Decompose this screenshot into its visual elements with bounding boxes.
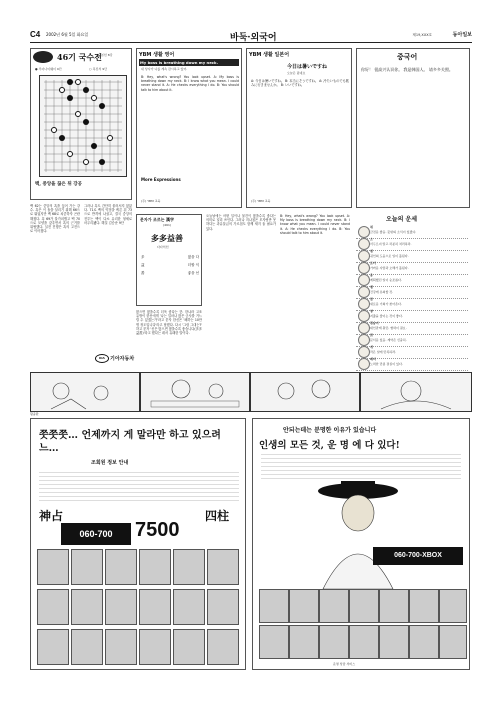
comic-panel: [250, 372, 360, 412]
ad-left-headline: 쯧쯧쯧… 언제까지 게 말라만 하고 있으려느…: [39, 430, 221, 454]
ad-left-brand-right: 四柱: [205, 509, 230, 523]
advisor-photo: [71, 589, 103, 625]
advisor-photo: [379, 625, 409, 659]
ad-left-photo-grid: [37, 549, 241, 665]
white-stone: [107, 135, 113, 141]
japanese-body: A: 今日は暑いですね。 B: 本当にそうですね。 A: 冷たいものでも飲みに行きませんか。 B: いいですね。: [251, 79, 349, 88]
comic-strip: [30, 372, 470, 410]
fortune-title: 오늘의 운세: [386, 216, 418, 223]
black-stone: [99, 103, 105, 109]
hanja-char-list: [141, 255, 199, 276]
advisor-photo: [139, 589, 171, 625]
ad-right-top: 안되는데는 분명한 이유가 있습니다: [283, 427, 377, 434]
baduk-panel: [30, 48, 132, 200]
white-player: ○ 목진석 9단: [89, 67, 108, 71]
chinese-title: 중국어: [397, 52, 418, 61]
hanja-char-row: [141, 263, 199, 268]
fortune-sign: 개: [370, 345, 373, 349]
advisor-photo: [207, 589, 239, 625]
white-stone: [75, 79, 81, 85]
ad-left-text-block: [39, 469, 239, 501]
hanja-title: 문자가 조르는 漢字: [140, 217, 174, 222]
japanese-brand: YBM 생활 일본어: [249, 52, 290, 58]
fortune-text: 새로운 기회가 찾아온다.: [370, 302, 402, 306]
hanja-reading: 다다익선: [157, 245, 169, 249]
japanese-panel: [246, 48, 352, 208]
ad-right-footer: 운명 상담 서비스: [333, 662, 356, 666]
advisor-photo: [289, 625, 319, 659]
fortune-sign: 양: [370, 309, 373, 313]
advisor-photo: [259, 625, 289, 659]
advisor-photo: [173, 589, 205, 625]
black-stone: [83, 119, 89, 125]
advisor-photo: [173, 549, 205, 585]
white-stone: [51, 127, 57, 133]
go-board: [39, 75, 127, 177]
fortune-text: 노력한 만큼 결실이 있다.: [370, 362, 403, 366]
hanja-word: 多多益善: [151, 233, 183, 243]
japanese-body-cont: B: Hey, what's wrong? You look upset. A: My boss is breathing down my neck. B: I know what you mean. I could never stand it. A: He checks everything I do. B: You should talk to him about it.: [280, 214, 350, 235]
white-stone: [67, 151, 73, 157]
english-footer: (주) YBM 교육: [141, 199, 161, 203]
comic-drawing: [251, 373, 359, 411]
fortune-panel: [356, 214, 470, 370]
ad-right-phone: 060-700-XBOX: [373, 547, 463, 565]
baduk-logo-icon: [33, 51, 53, 63]
hanja-body-2: 오늘날에는 어떤 일이나 물건이 많을수록 좋다는 의미로 널리 쓰인다. 그러나 지나침은 모자람만 못하다는 과유불급의 가르침도 함께 새겨 둘 필요가 있다.: [206, 214, 276, 231]
english-subtitle: 내 상사가 나를 계속 감시하고 있어.: [141, 67, 188, 71]
fortune-sign: 돼지: [370, 357, 376, 361]
hanja-char-row: [141, 255, 199, 260]
advisor-photo: [259, 589, 289, 623]
ad-right-text-block: [261, 453, 461, 479]
advisor-photo: [105, 549, 137, 585]
comic-panel: [360, 372, 472, 412]
hanja-meaning: 더할 익: [187, 263, 199, 267]
hanja-char: 多: [141, 255, 145, 259]
ad-left-phone-prefix: 060-700: [61, 523, 131, 545]
chinese-panel: [356, 48, 470, 208]
black-stone: [83, 87, 89, 93]
issue-date: 2002년 6월 5일 화요일: [46, 32, 89, 37]
english-brand: YBM 생활 영어: [139, 52, 175, 58]
newspaper-name: 동아일보: [452, 32, 472, 38]
advisor-photo: [439, 589, 467, 623]
kia-logo-icon: KIA: [95, 354, 109, 363]
black-stone: [99, 159, 105, 165]
fortune-text: 가까운 사람과 오해가 풀린다.: [370, 266, 409, 270]
english-body: B: Hey, what's wrong? You look upset. A: My boss is breathing down my neck. B: I know what you mean. I could never stand it. A: He checks everything I do. B: You should talk to him about it.: [141, 75, 239, 92]
comic-drawing: [31, 373, 139, 411]
advisor-photo: [439, 625, 467, 659]
english-panel: [136, 48, 242, 208]
advisor-photo: [37, 549, 69, 585]
advisor-photo: [289, 589, 319, 623]
advisor-photo: [105, 629, 137, 665]
fortune-sign: 닭: [370, 333, 373, 337]
black-stone: [91, 143, 97, 149]
page-number: C4: [30, 30, 41, 39]
fortune-sign: 토끼: [370, 261, 376, 265]
advisor-photo: [37, 629, 69, 665]
advisor-photo: [349, 625, 379, 659]
fortune-sign: 뱀: [370, 285, 373, 289]
fortune-sign: 쥐: [370, 225, 373, 229]
hanja-meaning: 많을 다: [187, 255, 199, 259]
section-title: 바둑·외국어: [230, 33, 277, 43]
advisor-photo: [71, 629, 103, 665]
fortune-text: 서두르지 말고 차분히 처리하라.: [370, 242, 412, 246]
black-stone: [67, 95, 73, 101]
advisor-photo: [207, 629, 239, 665]
hanja-number: (461): [163, 223, 172, 227]
baduk-caption: 백, 중앙을 끊은 뒤 강공: [35, 182, 82, 187]
comic-drawing: [361, 373, 471, 411]
advisor-photo: [409, 589, 439, 623]
advisor-photo: [105, 589, 137, 625]
hanja-body: 많으면 많을수록 더욱 좋다는 뜻. 한나라 고조 유방이 한신에게 '나는 얼마나 많은 군사를 거느릴 수 있겠는가'라고 묻자 한신은 '폐하는 10만 명 정도입니다'라고 답했다. 다시 '그럼 그대는?' 하고 묻자 '신은 많으면 많을수록 좋습니다(多多益善)'라고 했다는 데서 유래한 말이다.: [136, 310, 202, 336]
advisor-photo: [349, 589, 379, 623]
english-note: More Expressions: [141, 177, 181, 182]
fortune-text: 문서운 있음. 계약은 신중히.: [370, 338, 407, 342]
japanese-footer: (주) YBM 교육: [251, 199, 271, 203]
hanja-char-row: [141, 271, 199, 276]
baduk-round: 본선 8강: [101, 53, 113, 57]
comic-drawing: [141, 373, 249, 411]
white-stone: [75, 111, 81, 117]
fortune-text: 대인관계 원만, 협력이 필요.: [370, 326, 407, 330]
japanese-headline: 今日は暑いですね: [287, 64, 328, 70]
black-stone: [59, 135, 65, 141]
chinese-body: 你好！ 很高兴认识你。 我是韩国人。 请多多关照。: [361, 67, 453, 72]
pig-icon: [358, 358, 370, 370]
fortune-list: [356, 224, 470, 368]
white-stone: [59, 87, 65, 93]
fortune-text: 계획했던 일이 순조롭다.: [370, 278, 402, 282]
issue-number: 제19,XXX호: [412, 33, 432, 37]
white-stone: [83, 159, 89, 165]
fortune-text: 귀인의 도움으로 일이 풀린다.: [370, 254, 409, 258]
fortune-teller-figure: [303, 479, 413, 589]
hanja-char: 益: [141, 263, 145, 267]
advisor-photo: [319, 625, 349, 659]
kia-name: 기아자동차: [110, 356, 135, 362]
comic-panel: [140, 372, 250, 412]
white-stone: [91, 95, 97, 101]
advisor-photo: [139, 629, 171, 665]
black-stone: [67, 79, 73, 85]
baduk-text-2: 그러나 흑도 간단히 물러서지 않았다. 71로 백의 약점을 찌른 뒤 73으로 반격에 나섰고, 결국 중앙의 전투는 백이 다소 유리한 형세로 마무리됐다. 해설 김승준 9단: [84, 204, 132, 225]
japanese-subtitle: 오늘은 덥네요: [287, 71, 306, 75]
fortune-text: 건강에 유의할 것.: [370, 290, 394, 294]
comic-author: 황중환: [30, 412, 39, 416]
english-headline: My boss is breathing down my neck.: [139, 59, 239, 66]
advisor-photo: [409, 625, 439, 659]
ad-right: [252, 418, 470, 670]
fortune-text: 지출을 줄이는 것이 좋다.: [370, 314, 403, 318]
fortune-sign: 범: [370, 249, 373, 253]
advisor-photo: [37, 589, 69, 625]
comic-panel: [30, 372, 140, 412]
fortune-sign: 용: [370, 273, 373, 277]
ad-right-photo-grid: [259, 589, 465, 659]
ad-left-sub: 조회원 정보 안내: [91, 460, 129, 466]
ad-left-brand-left: 神占: [39, 509, 64, 523]
black-player: ● 루이나이웨이 9단: [35, 67, 62, 71]
ad-left: [30, 418, 246, 670]
baduk-title: 46기 국수전: [57, 52, 102, 62]
page-header: [30, 30, 472, 43]
fortune-text: 작은 일에 만족하라.: [370, 350, 397, 354]
advisor-photo: [173, 629, 205, 665]
fortune-sign: 원숭이: [370, 321, 379, 325]
advisor-photo: [71, 549, 103, 585]
ad-left-phone-number: 7500: [135, 519, 180, 541]
fortune-text: 금전운 좋음. 뜻밖의 소식이 있겠다.: [370, 230, 417, 234]
fortune-sign: 소: [370, 237, 373, 241]
advisor-photo: [319, 589, 349, 623]
ad-right-headline: 인생의 모든 것, 운 명 에 다 있다!: [259, 440, 400, 451]
fortune-row: [356, 356, 468, 371]
advisor-photo: [139, 549, 171, 585]
hanja-meaning: 좋을 선: [187, 271, 199, 275]
hanja-panel: [136, 214, 202, 306]
advisor-photo: [379, 589, 409, 623]
fortune-sign: 말: [370, 297, 373, 301]
advisor-photo: [207, 549, 239, 585]
baduk-text: 백 62는 중앙의 흑을 끊어 가는 강수. 흑은 이 돌을 살리기 위해 66으로 뛰었지만 백 68로 치중하자 곤란해졌다. 흑 69가 불가피했고 백 70으로 모양을 갖추면서 흑의 근거를 위협했다. 실전 진행은 흑의 고전으로 이어졌다.: [30, 204, 80, 234]
hanja-char: 善: [141, 271, 145, 275]
